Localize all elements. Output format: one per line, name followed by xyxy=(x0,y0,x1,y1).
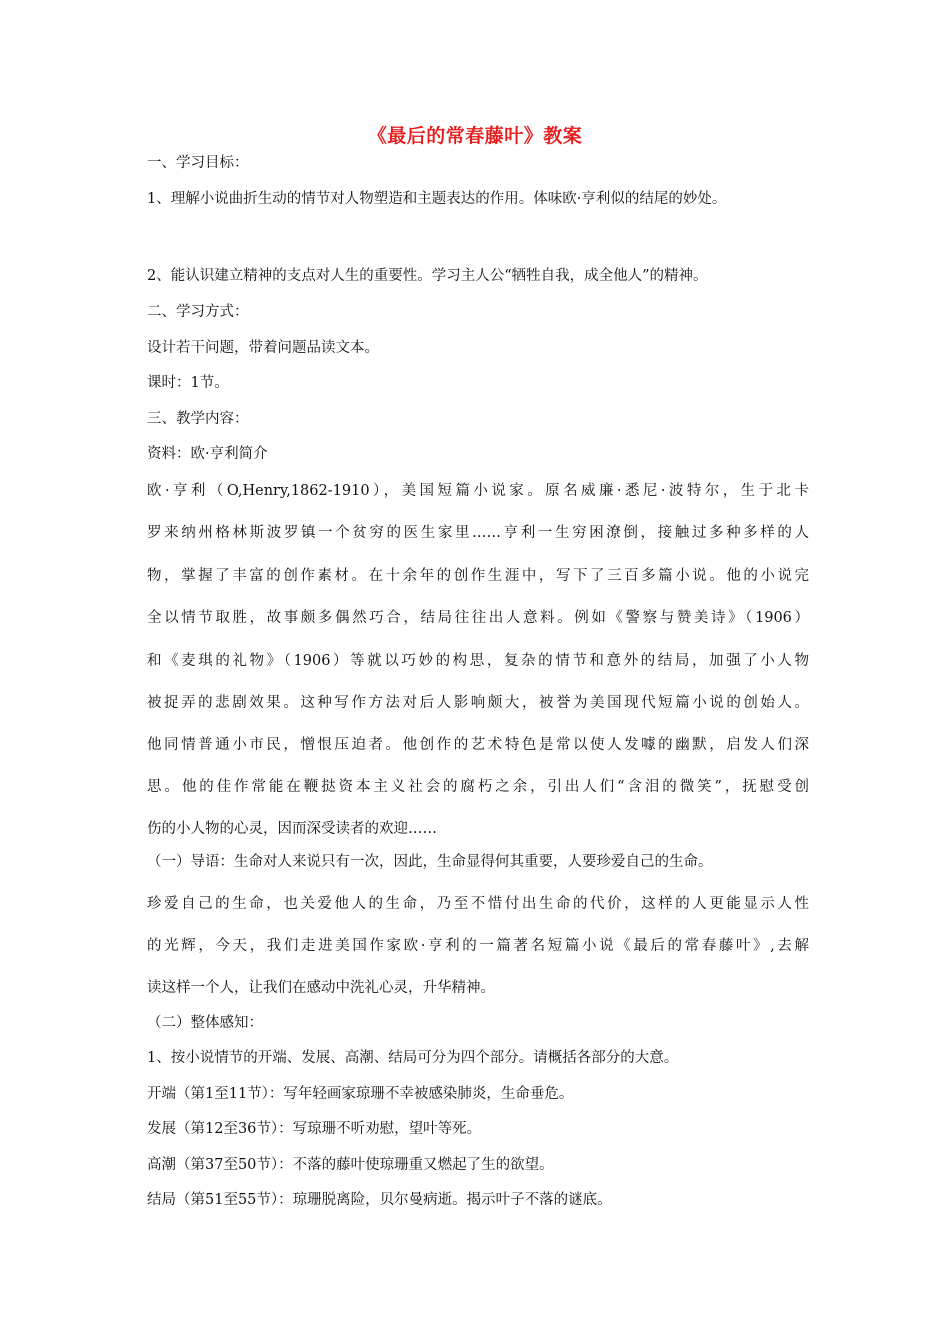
section-heading-content: 三、教学内容： xyxy=(147,411,249,427)
intro-line: 读这样一个人，让我们在感动中洗礼心灵，升华精神。 xyxy=(147,980,495,996)
section-heading-method: 二、学习方式： xyxy=(147,304,249,320)
bio-line: 思。他的佳作常能在鞭挞资本主义社会的腐朽之余，引出人们“含泪的微笑”，抚慰受创 xyxy=(147,779,809,795)
intro-line: 的光辉，今天，我们走进美国作家欧·亨利的一篇著名短篇小说《最后的常春藤叶》,去解 xyxy=(147,938,809,954)
bio-line: 伤的小人物的心灵，因而深受读者的欢迎…… xyxy=(147,821,437,837)
material-heading: 资料：欧·亨利简介 xyxy=(147,446,268,462)
page-title: 《最后的常春藤叶》教案 xyxy=(367,125,583,147)
bio-line: 物，掌握了丰富的创作素材。在十余年的创作生涯中，写下了三百多篇小说。他的小说完 xyxy=(147,568,809,584)
bio-line: 他同情普通小市民，憎恨压迫者。他创作的艺术特色是常以使人发噱的幽默，启发人们深 xyxy=(147,737,809,753)
bio-line: 全以情节取胜，故事颇多偶然巧合，结局往往出人意料。例如《警察与赞美诗》（1906） xyxy=(147,610,809,626)
plot-beginning: 开端（第1至11节）：写年轻画家琼珊不幸被感染肺炎，生命垂危。 xyxy=(147,1086,574,1102)
plot-climax: 高潮（第37至50节）：不落的藤叶使琼珊重又燃起了生的欲望。 xyxy=(147,1157,554,1173)
section-heading-overview: （二）整体感知： xyxy=(147,1015,263,1031)
plot-development: 发展（第12至36节）：写琼珊不听劝慰，望叶等死。 xyxy=(147,1121,482,1137)
plot-ending: 结局（第51至55节）：琼珊脱离险，贝尔曼病逝。揭示叶子不落的谜底。 xyxy=(147,1192,612,1208)
intro-line: 珍爱自己的生命，也关爱他人的生命，乃至不惜付出生命的代价，这样的人更能显示人性 xyxy=(147,896,809,912)
intro-line: （一）导语：生命对人来说只有一次，因此，生命显得何其重要，人要珍爱自己的生命。 xyxy=(147,854,713,870)
bio-line: 被捉弄的悲剧效果。这种写作方法对后人影响颇大，被誉为美国现代短篇小说的创始人。 xyxy=(147,695,809,711)
method-text: 设计若干问题，带着问题品读文本。 xyxy=(147,340,379,356)
class-hours: 课时：1节。 xyxy=(147,375,229,391)
overview-question: 1、按小说情节的开端、发展、高潮、结局可分为四个部分。请概括各部分的大意。 xyxy=(147,1050,679,1066)
goal-1: 1、理解小说曲折生动的情节对人物塑造和主题表达的作用。体味欧·亨利似的结尾的妙处。 xyxy=(147,191,727,207)
bio-line: 罗来纳州格林斯波罗镇一个贫穷的医生家里……亨利一生穷困潦倒，接触过多种多样的人 xyxy=(147,525,809,541)
goal-2: 2、能认识建立精神的支点对人生的重要性。学习主人公“牺牲自我，成全他人”的精神。 xyxy=(147,268,708,284)
bio-line: 欧·亨利（O,Henry,1862-1910），美国短篇小说家。原名威廉·悉尼·波特尔，生于北卡 xyxy=(147,483,809,499)
bio-line: 和《麦琪的礼物》（1906）等就以巧妙的构思，复杂的情节和意外的结局，加强了小人物 xyxy=(147,653,809,669)
section-heading-goals: 一、学习目标： xyxy=(147,155,249,171)
